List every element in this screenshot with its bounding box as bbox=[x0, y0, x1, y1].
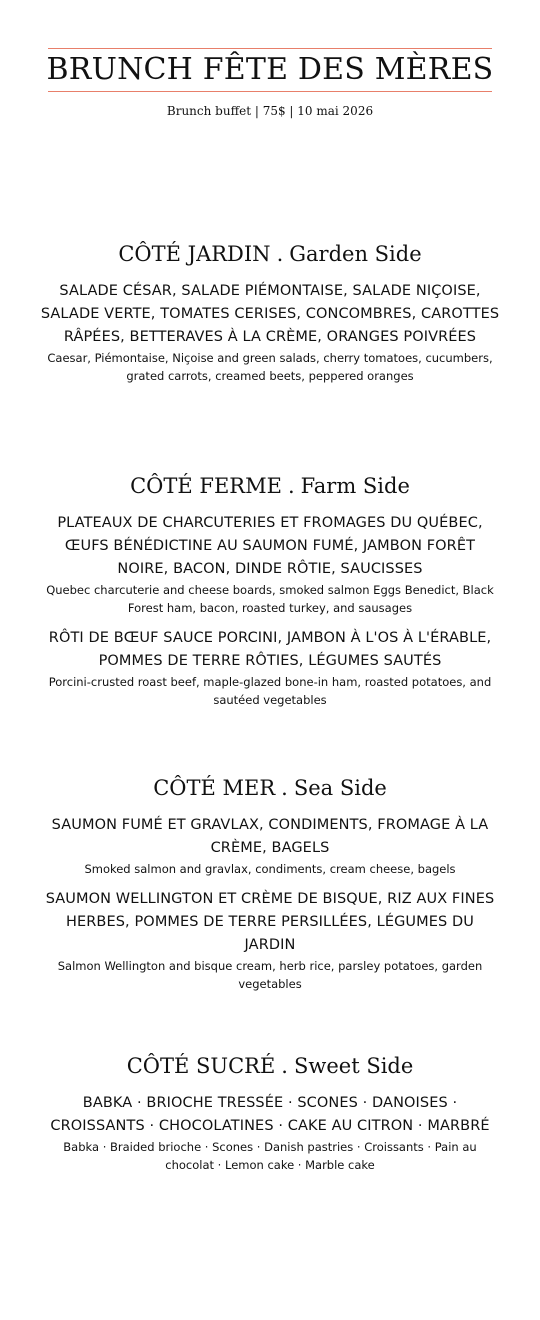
section-title bbox=[40, 1052, 500, 1080]
menu-item bbox=[40, 627, 500, 709]
menu-item-french: SAUMON WELLINGTON ET CRÈME DE BISQUE, RIZ AUX FINES HERBES, POMMES DE TERRE PERSILLÉES, LÉGUMES DU JARDIN bbox=[45, 891, 495, 953]
section-farm-side bbox=[40, 472, 500, 719]
section-title-fr: CÔTÉ MER bbox=[153, 776, 276, 800]
menu-item-english: Babka · Braided brioche · Scones · Danish pastries · Croissants · Pain au chocolat · Lemon cake · Marble cake bbox=[63, 1140, 477, 1172]
header-bottom-rule bbox=[48, 91, 492, 92]
section-title-separator: . bbox=[281, 1054, 288, 1078]
menu-item-english: Caesar, Piémontaise, Niçoise and green salads, cherry tomatoes, cucumbers, grated carrots, creamed beets, peppered oranges bbox=[47, 351, 493, 383]
menu-item-french: RÔTI DE BŒUF SAUCE PORCINI, JAMBON À L'OS À L'ÉRABLE, POMMES DE TERRE RÔTIES, LÉGUMES SAUTÉS bbox=[48, 630, 492, 669]
menu-item-english: Quebec charcuterie and cheese boards, smoked salmon Eggs Benedict, Black Forest ham, bacon, roasted turkey, and sausages bbox=[46, 583, 494, 615]
section-title-fr: CÔTÉ SUCRÉ bbox=[126, 1054, 276, 1078]
menu-title: BRUNCH FÊTE DES MÈRES bbox=[46, 52, 494, 87]
menu-subtitle: Brunch buffet | 75$ | 10 mai 2026 bbox=[166, 104, 374, 118]
section-title-fr: CÔTÉ JARDIN bbox=[118, 242, 271, 266]
menu-item-french: SALADE CÉSAR, SALADE PIÉMONTAISE, SALADE NIÇOISE, SALADE VERTE, TOMATES CERISES, CONCOMBRES, CAROTTES RÂPÉES, BETTERAVES À LA CRÈME, ORANGES POIVRÉES bbox=[40, 283, 500, 345]
section-title-separator: . bbox=[287, 474, 295, 498]
menu-item-english: Salmon Wellington and bisque cream, herb rice, parsley potatoes, garden vegetables bbox=[57, 959, 483, 991]
section-garden-side bbox=[40, 240, 500, 395]
section-title bbox=[40, 472, 500, 500]
menu-item-french: BABKA · BRIOCHE TRESSÉE · SCONES · DANOISES · CROISSANTS · CHOCOLATINES · CAKE AU CITRON · MARBRÉ bbox=[50, 1095, 490, 1134]
menu-item bbox=[40, 814, 500, 878]
section-title bbox=[40, 240, 500, 268]
section-title-separator: . bbox=[276, 242, 284, 266]
section-title-en: Garden Side bbox=[289, 242, 422, 266]
menu-item bbox=[40, 280, 500, 385]
menu-item bbox=[40, 1092, 500, 1174]
menu-item-english: Porcini-crusted roast beef, maple-glazed bone-in ham, roasted potatoes, and sautéed vegetables bbox=[48, 675, 492, 707]
menu-item-english: Smoked salmon and gravlax, condiments, cream cheese, bagels bbox=[84, 862, 456, 876]
section-title-en: Sea Side bbox=[293, 776, 387, 800]
header-top-rule bbox=[48, 48, 492, 49]
section-sea-side bbox=[40, 774, 500, 1003]
section-title-en: Farm Side bbox=[300, 474, 410, 498]
menu-item-french: PLATEAUX DE CHARCUTERIES ET FROMAGES DU QUÉBEC, ŒUFS BÉNÉDICTINE AU SAUMON FUMÉ, JAMBON FORÊT NOIRE, BACON, DINDE RÔTIE, SAUCISSES bbox=[57, 515, 483, 577]
section-title-fr: CÔTÉ FERME bbox=[130, 474, 282, 498]
menu-item bbox=[40, 512, 500, 617]
section-title-en: Sweet Side bbox=[293, 1054, 414, 1078]
menu-item-french: SAUMON FUMÉ ET GRAVLAX, CONDIMENTS, FROMAGE À LA CRÈME, BAGELS bbox=[51, 817, 489, 856]
section-title-separator: . bbox=[281, 776, 288, 800]
section-sweet-side bbox=[40, 1052, 500, 1184]
section-title bbox=[40, 774, 500, 802]
menu-item bbox=[40, 888, 500, 993]
